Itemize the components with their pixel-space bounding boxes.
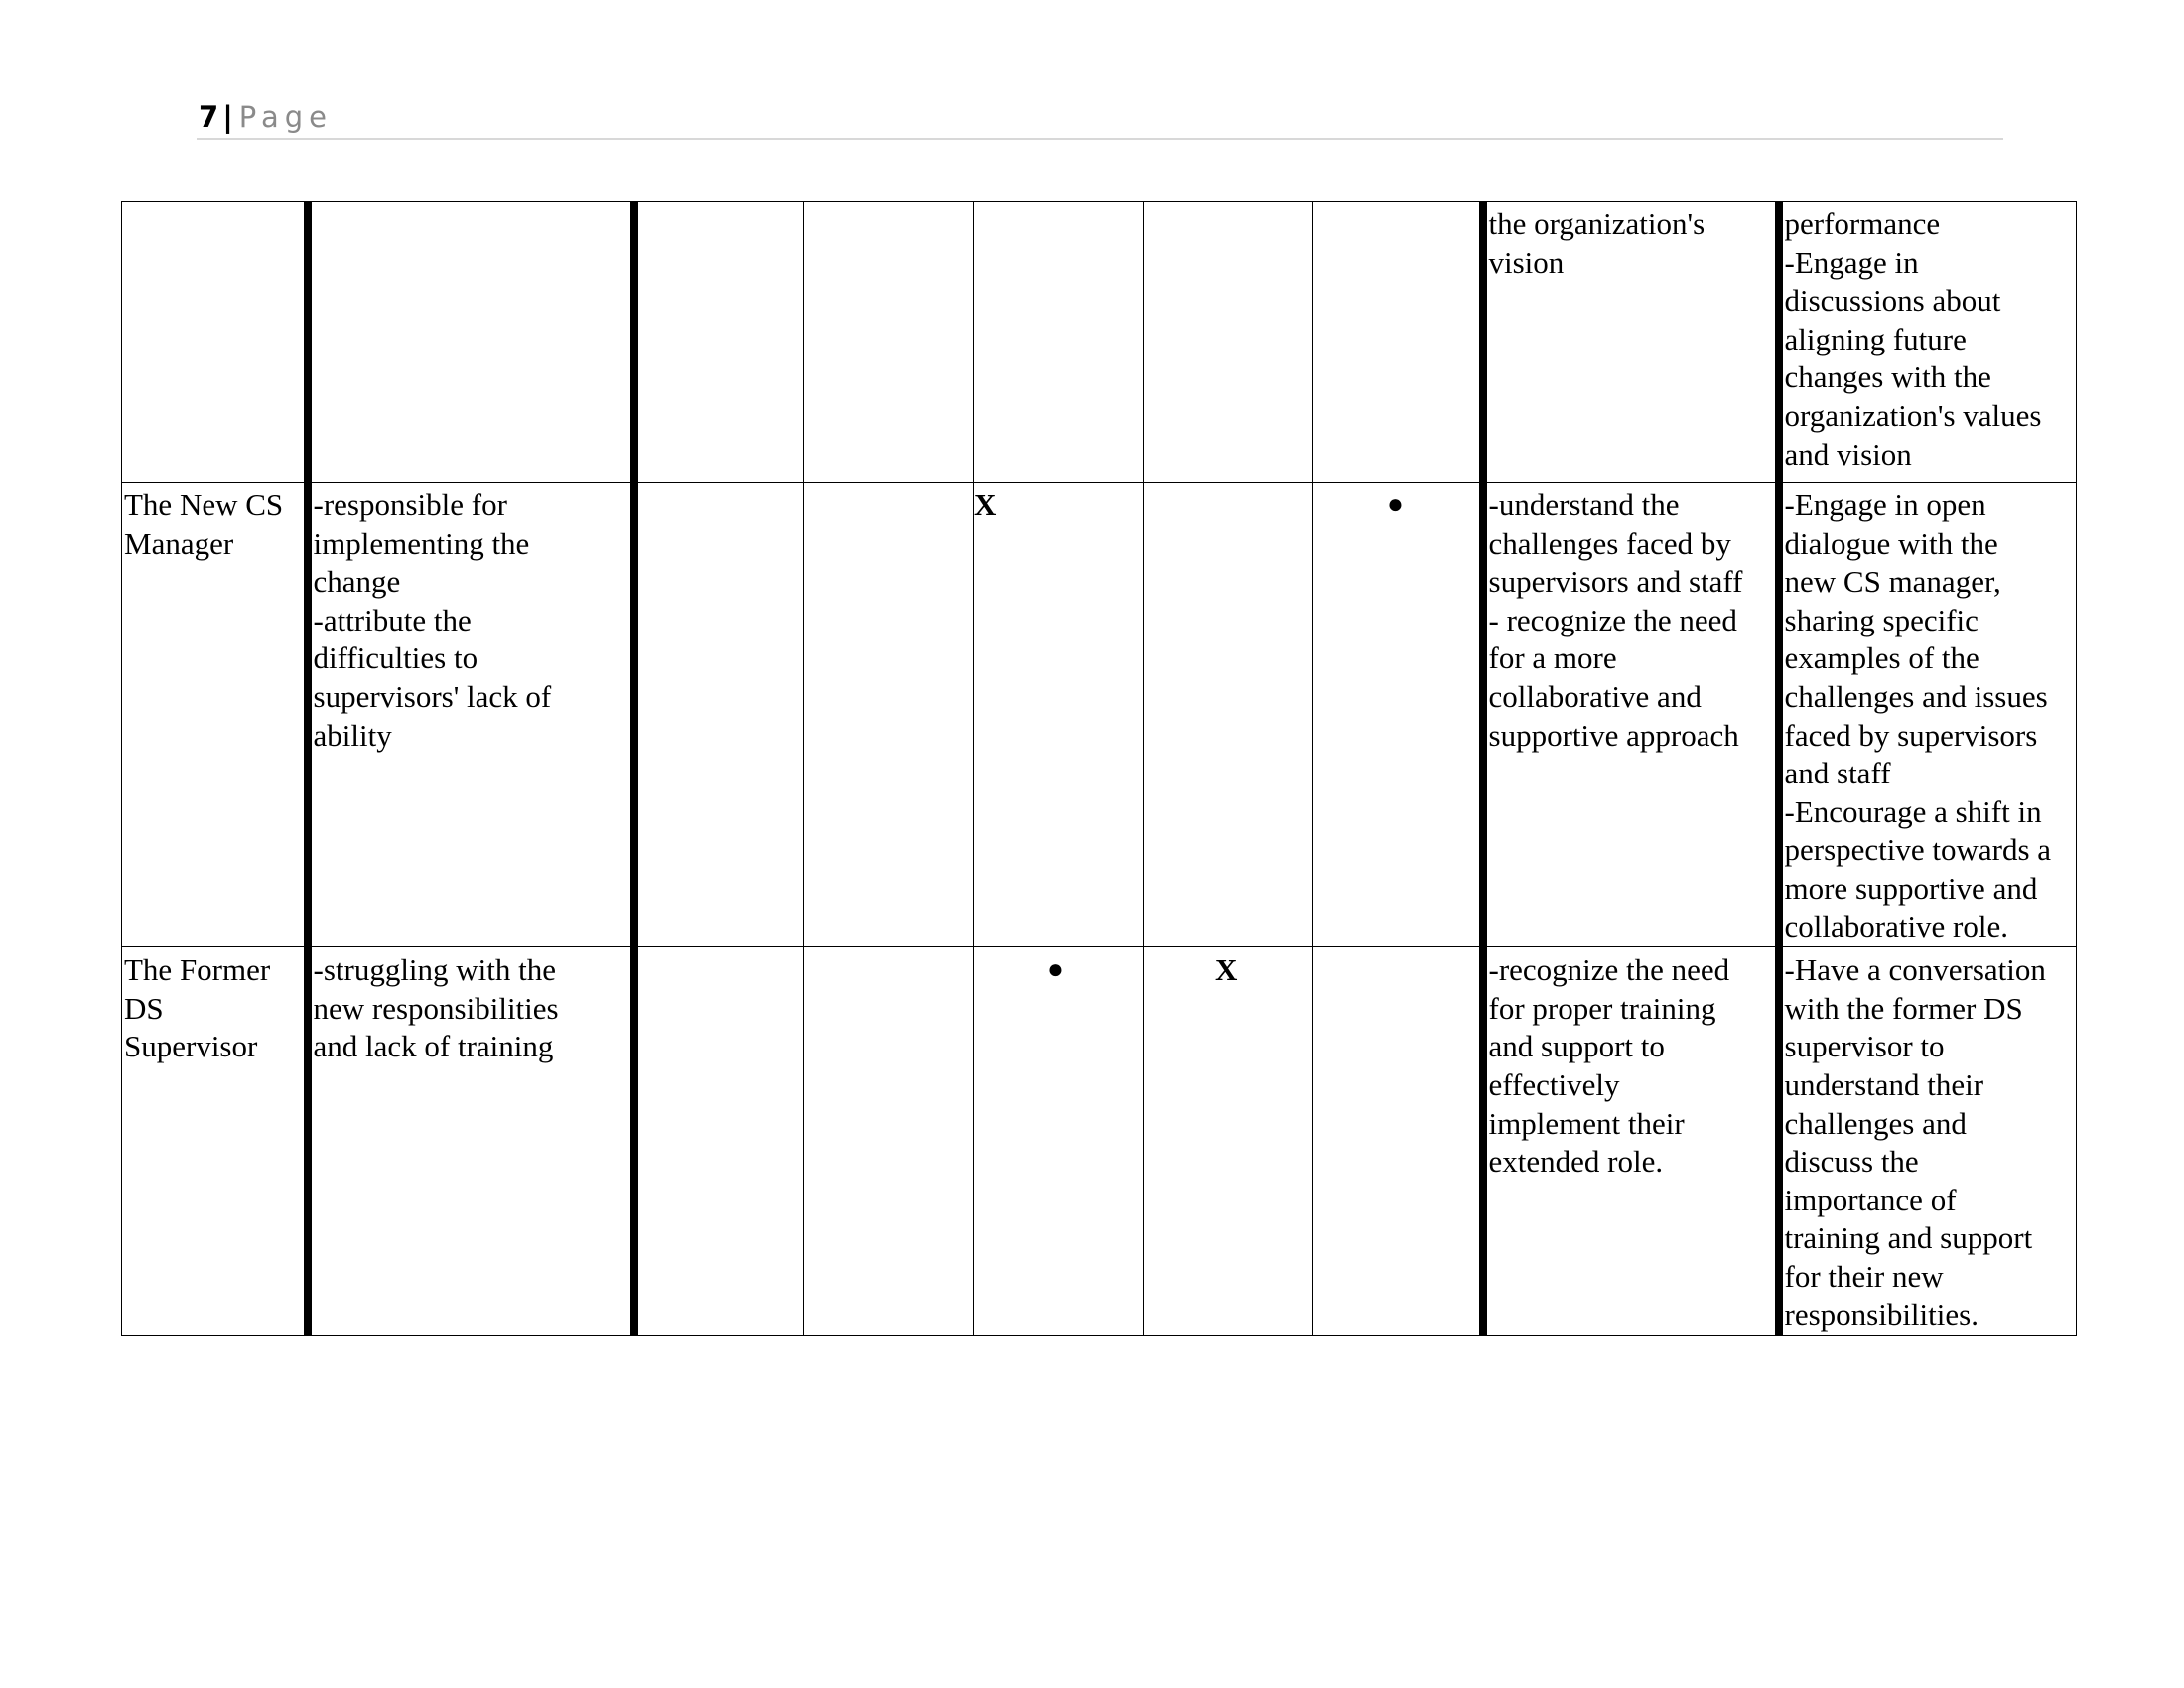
strategies-cell: -Engage in open dialogue with the new CS manager, sharing specific examples of the challenges and issues faced by supervisors and staff -Encourage a shift in perspective towards a more supportive and collaborative role. <box>1779 483 2077 947</box>
needs-cell: the organization's vision <box>1483 202 1779 483</box>
mark-cell <box>1313 483 1483 947</box>
x-mark: X <box>974 488 997 522</box>
description-cell: -responsible for implementing the change -attribute the difficulties to supervisors' lack of ability <box>308 483 634 947</box>
empty-cell <box>974 202 1144 483</box>
stakeholder-name-cell: The Former DS Supervisor <box>122 947 308 1336</box>
strategies-cell: -Have a conversation with the former DS supervisor to understand their challenges and discuss the importance of training and support for their new responsibilities. <box>1779 947 2077 1336</box>
page-separator: | <box>222 100 233 134</box>
page-number: 7 <box>199 100 219 134</box>
x-mark: X <box>1215 952 1238 988</box>
strategies-cell: performance -Engage in discussions about aligning future changes with the organization's values and vision <box>1779 202 2077 483</box>
needs-cell: -understand the challenges faced by supervisors and staff - recognize the need for a more collaborative and supportive approach <box>1483 483 1779 947</box>
empty-cell <box>1144 202 1313 483</box>
table-row <box>122 202 2077 483</box>
empty-cell <box>634 202 804 483</box>
stakeholder-table <box>121 201 2077 1336</box>
empty-cell <box>634 947 804 1336</box>
table-row <box>122 483 2077 947</box>
description-cell <box>308 202 634 483</box>
empty-cell <box>804 483 974 947</box>
bullet-mark: ● <box>1387 490 1404 520</box>
needs-cell: -recognize the need for proper training and support to effectively implement their extended role. <box>1483 947 1779 1336</box>
bullet-mark: ● <box>1047 954 1064 986</box>
empty-cell <box>1313 947 1483 1336</box>
stakeholder-name-cell <box>122 202 308 483</box>
description-cell: -struggling with the new responsibilities and lack of training <box>308 947 634 1336</box>
empty-cell <box>634 483 804 947</box>
mark-cell <box>1144 947 1313 1336</box>
header-divider <box>197 138 2003 140</box>
empty-cell <box>804 202 974 483</box>
empty-cell <box>1144 483 1313 947</box>
page-header <box>199 97 333 137</box>
mark-cell <box>974 483 1144 947</box>
page-label: Page <box>238 100 333 134</box>
table-row <box>122 947 2077 1336</box>
mark-cell <box>974 947 1144 1336</box>
stakeholder-name-cell: The New CS Manager <box>122 483 308 947</box>
empty-cell <box>1313 202 1483 483</box>
empty-cell <box>804 947 974 1336</box>
